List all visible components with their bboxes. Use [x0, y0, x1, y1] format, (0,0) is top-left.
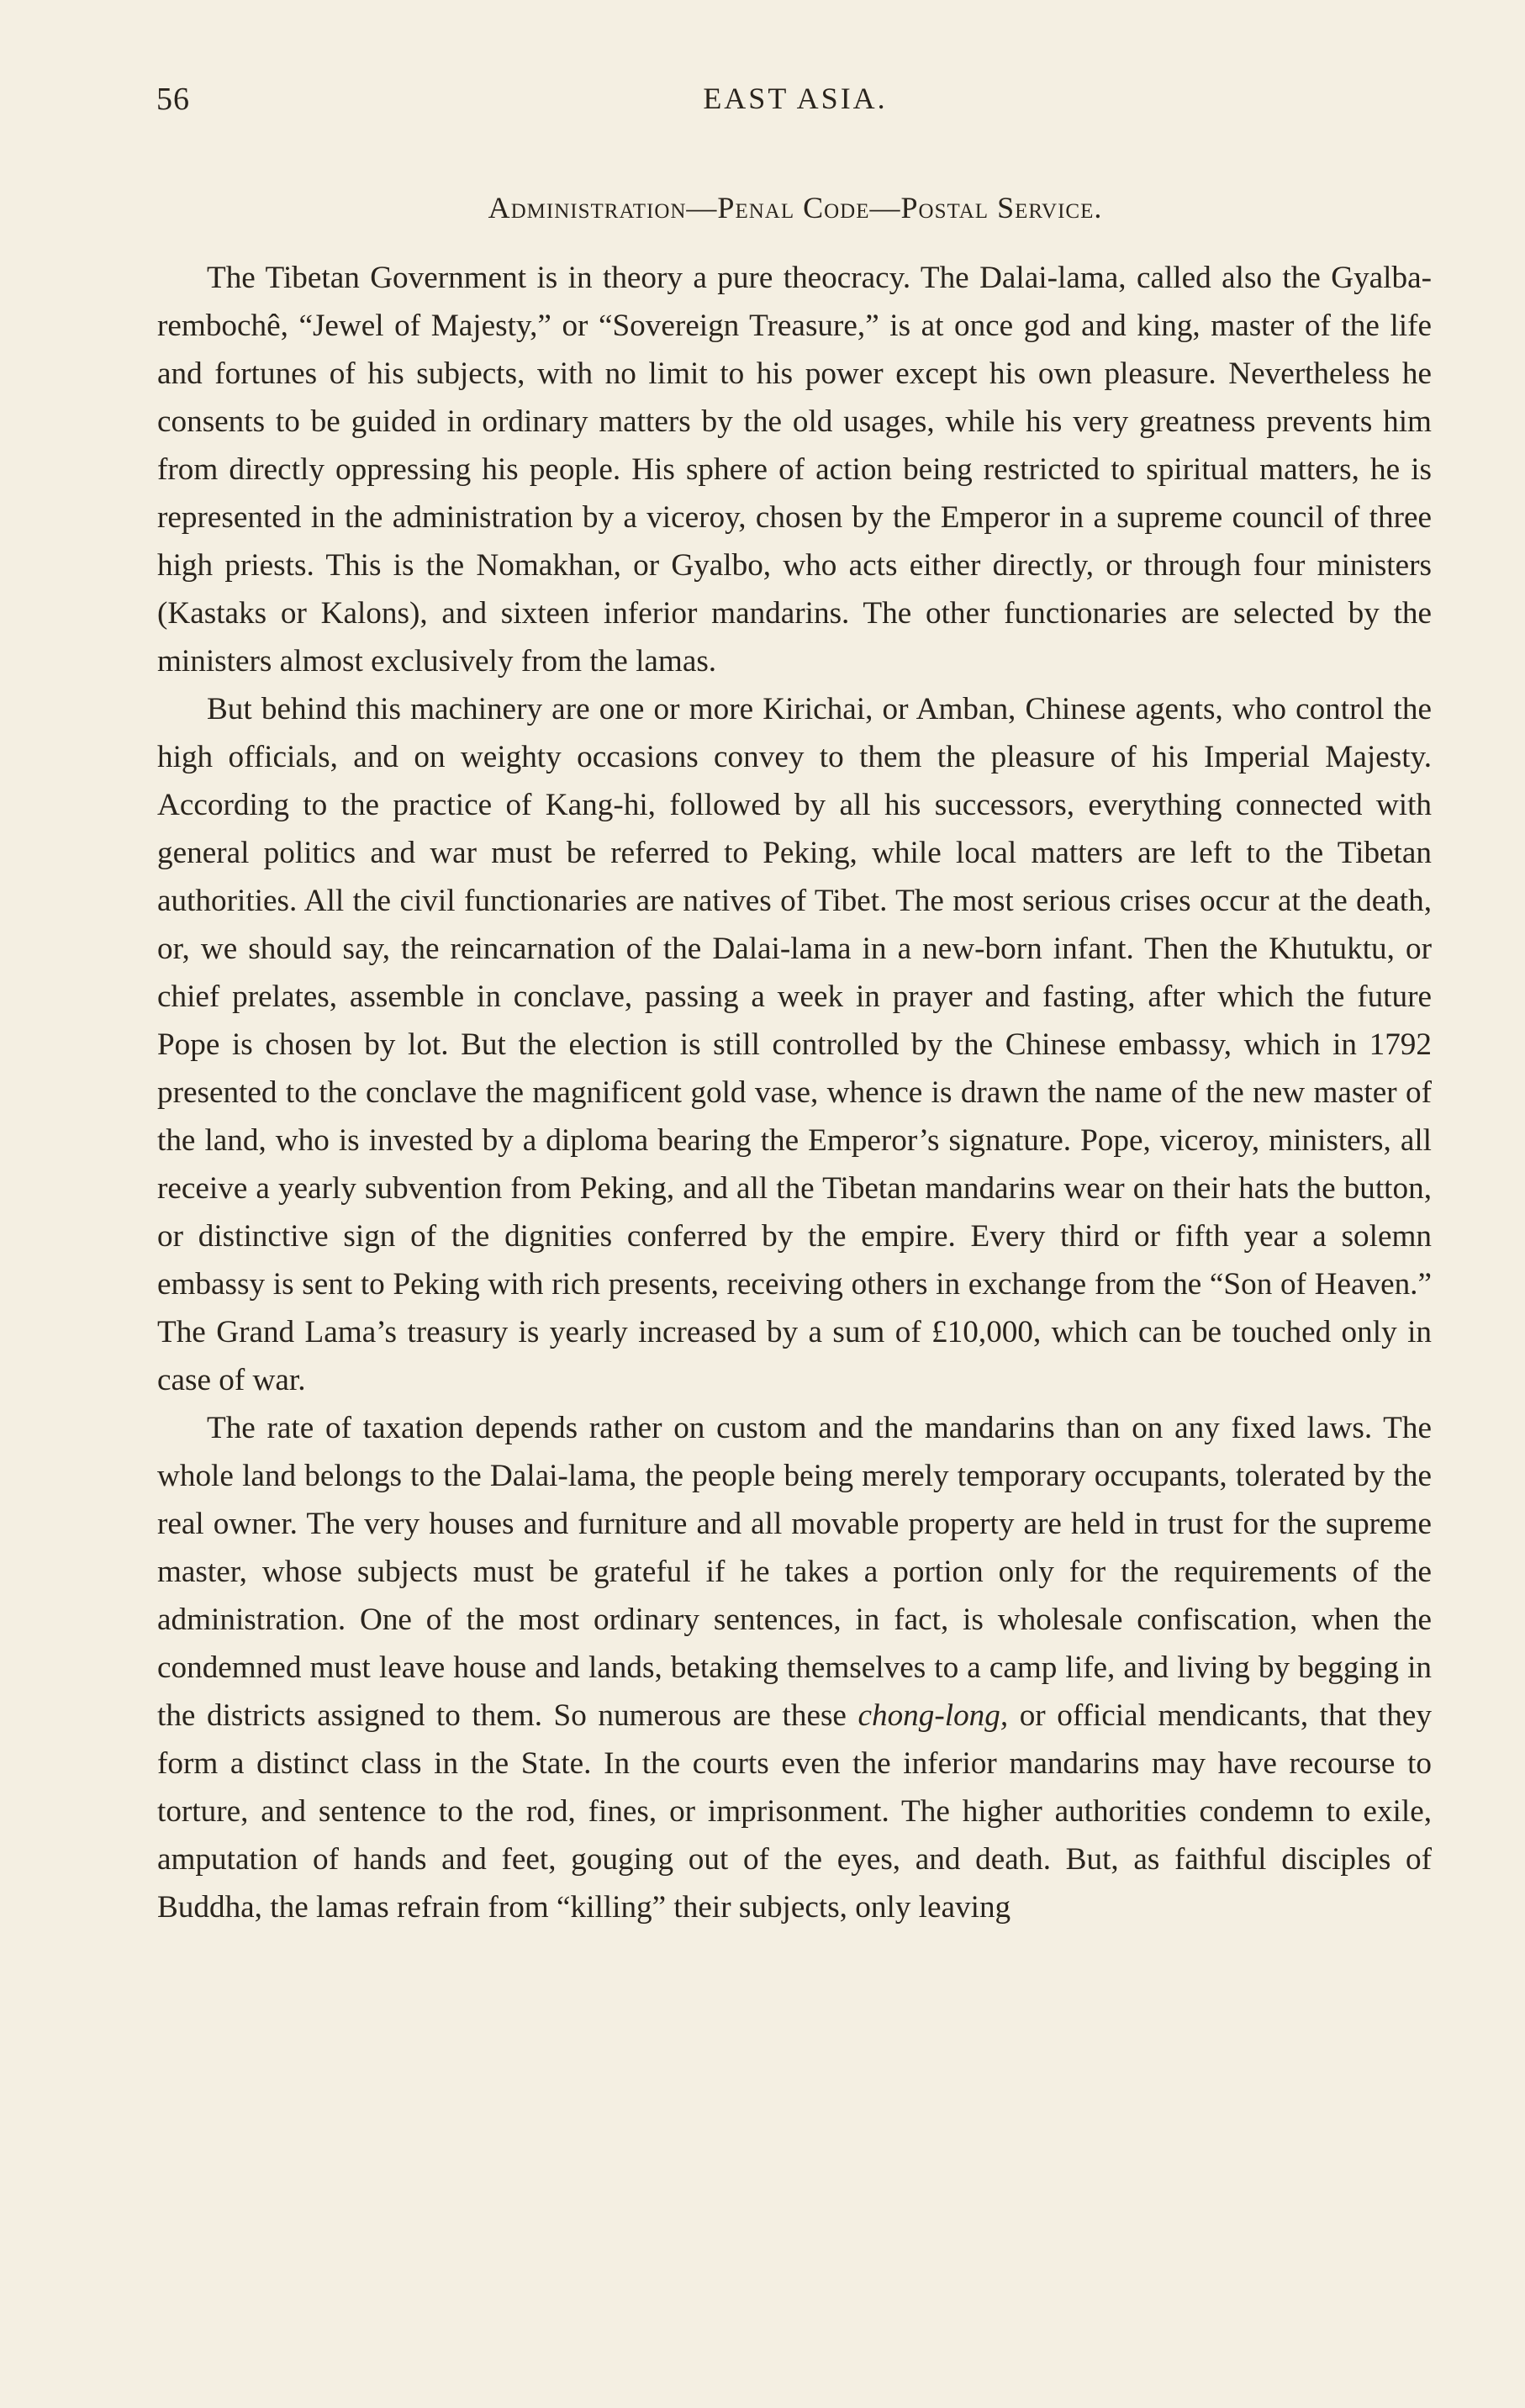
paragraph-text: The rate of taxation depends rather on custom and the mandarins than on any fixed laws. The whole land belongs to the Dalai-lama, the people being merely temporary occupants, tolerated by the real owner. The very houses and furniture and all movable property are held in trust for the supreme master, whose subjects must be grateful if he takes a portion only for the requirements of the administration. One of the most ordinary sentences, in fact, is wholesale confiscation, when the condemned must leave house and lands, betaking themselves to a camp life, and living by begging in the districts assigned to them. So numerous are these [157, 1411, 1432, 1733]
paragraph-text: The Tibetan Government is in theory a pure theocracy. The Dalai-lama, called also the Gyalba-rembochê, “Jewel of Majesty,” or “Sovereign Treasure,” is at once god and king, master of the life and fortunes of his subjects, with no limit to his power except his own pleasure. Nevertheless he consents to be guided in ordinary matters by the old usages, while his very greatness prevents him from directly oppressing his people. His sphere of action being restricted to spiritual matters, he is represented in the administration by a viceroy, chosen by the Emperor in a supreme council of three high priests. This is the Nomakhan, or Gyalbo, who acts either directly, or through four ministers (Kastaks or Kalons), and sixteen inferior mandarins. The other functionaries are selected by the ministers almost exclusively from the lamas. [157, 261, 1432, 679]
paragraph-chinese-control [157, 685, 1432, 1404]
paragraph-text-after: or official mendicants, that they form a distinct class in the State. In the courts even the inferior mandarins may have recourse to torture, and sentence to the rod, fines, or imprisonment. The higher authorities condemn to exile, amputation of hands and feet, gouging out of the eyes, and death. But, as faithful disciples of Buddha, the lamas refrain from “killing” their subjects, only leaving [157, 1698, 1432, 1925]
body-text [157, 254, 1432, 1931]
paragraph-government [157, 254, 1432, 685]
page-header [156, 81, 1434, 131]
paragraph-taxation [157, 1404, 1432, 1931]
running-head: EAST ASIA. [703, 82, 888, 115]
section-title: Administration—Penal Code—Postal Service. [488, 191, 1103, 224]
chong-long-term: chong-long, [857, 1698, 1009, 1733]
paragraph-text: But behind this machinery are one or more Kirichai, or Amban, Chinese agents, who control the high officials, and on weighty occasions convey to them the pleasure of his Imperial Majesty. According to the practice of Kang-hi, followed by all his successors, everything connected with general politics and war must be referred to Peking, while local matters are left to the Tibetan authorities. All the civil functionaries are natives of Tibet. The most serious crises occur at the death, or, we should say, the reincarnation of the Dalai-lama in a new-born infant. Then the Khutuktu, or chief prelates, assemble in conclave, passing a week in prayer and fasting, after which the future Pope is chosen by lot. But the election is still controlled by the Chinese embassy, which in 1792 presented to the conclave the magnificent gold vase, whence is drawn the name of the new master of the land, who is invested by a diploma bearing the Emperor’s signature. Pope, viceroy, ministers, all receive a yearly subvention from Peking, and all the Tibetan mandarins wear on their hats the button, or distinctive sign of the dignities conferred by the empire. Every third or fifth year a solemn embassy is sent to Peking with rich presents, receiving others in exchange from the “Son of Heaven.” The Grand Lama’s treasury is yearly increased by a sum of £10,000, which can be touched only in case of war. [157, 692, 1432, 1397]
page-number: 56 [156, 82, 190, 117]
